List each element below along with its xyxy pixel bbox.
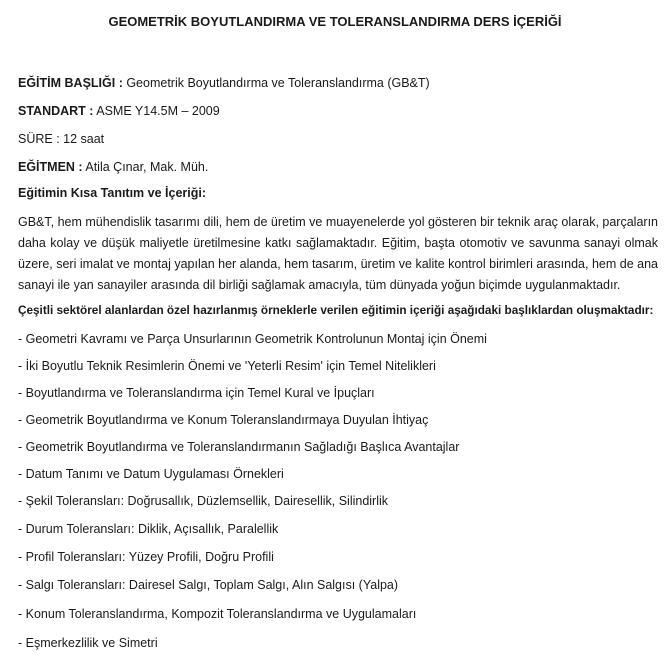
topic-item: - Konum Toleranslandırma, Kompozit Toleranslandırma ve Uygulamaları [18, 607, 417, 621]
field-duration [18, 132, 104, 146]
field-value: ASME Y14.5M – 2009 [93, 104, 220, 118]
intro-heading [18, 186, 206, 200]
topic-item: - Geometrik Boyutlandırma ve Konum Toleranslandırmaya Duyulan İhtiyaç [18, 413, 429, 427]
field-value: Atila Çınar, Mak. Müh. [82, 160, 209, 174]
topic-item: - Datum Tanımı ve Datum Uygulaması Örnekleri [18, 467, 284, 481]
intro-paragraph: GB&T, hem mühendislik tasarımı dili, hem de üretim ve muayenelerde yol gösteren bir teknik araç olarak, parçaların daha kolay ve düşük maliyetle üretilmesine katkı sağlamaktadır. Eğitim, başta otomotiv ve savunma sanayi olmak üzere, seri imalat ve montaj yapılan her alanda, hem tasarım, üretim ve kalite kontrol birimleri arasında, hem de ana sanayi ile yan sanayiler arasında dil birliği sağlamak amacıyla, tüm dünyada yoğun biçimde uygulanmaktadır. [18, 215, 658, 292]
topic-item: - Profil Toleransları: Yüzey Profili, Doğru Profili [18, 550, 274, 564]
topic-item: - Geometrik Boyutlandırma ve Toleranslandırmanın Sağladığı Başlıca Avantajlar [18, 440, 460, 454]
content-heading-text: Çeşitli sektörel alanlardan özel hazırlanmış örneklerle verilen eğitimin içeriği aşağıdaki başlıklardan oluşmaktadır: [18, 304, 654, 317]
field-instructor [18, 160, 208, 174]
intro-heading-text: Eğitimin Kısa Tanıtım ve İçeriği: [18, 186, 207, 200]
field-label: STANDART : [18, 104, 94, 118]
field-standard [18, 104, 220, 118]
topic-item: - Durum Toleransları: Diklik, Açısallık, Paralellik [18, 522, 279, 536]
topic-item: - Boyutlandırma ve Toleranslandırma için Temel Kural ve İpuçları [18, 386, 375, 400]
topic-item: - İki Boyutlu Teknik Resimlerin Önemi ve 'Yeterli Resim' için Temel Nitelikleri [18, 359, 436, 373]
topic-item: - Salgı Toleransları: Dairesel Salgı, Toplam Salgı, Alın Salgısı (Yalpa) [18, 578, 399, 592]
field-value: Geometrik Boyutlandırma ve Toleranslandırma (GB&T) [122, 76, 430, 90]
field-value: SÜRE : 12 saat [18, 132, 105, 146]
topic-item: - Eşmerkezlilik ve Simetri [18, 636, 158, 650]
topic-item: - Şekil Toleransları: Doğrusallık, Düzlemsellik, Dairesellik, Silindirlik [18, 494, 389, 508]
field-label: EĞİTİM BAŞLIĞI : [18, 76, 123, 90]
topic-item: - Geometri Kavramı ve Parça Unsurlarının Geometrik Kontrolunun Montaj için Önemi [18, 332, 487, 346]
field-training-title [18, 76, 430, 90]
field-label: EĞİTMEN : [18, 160, 83, 174]
document-title: GEOMETRİK BOYUTLANDIRMA VE TOLERANSLANDIRMA DERS İÇERİĞİ [108, 14, 562, 29]
content-heading [18, 304, 653, 317]
